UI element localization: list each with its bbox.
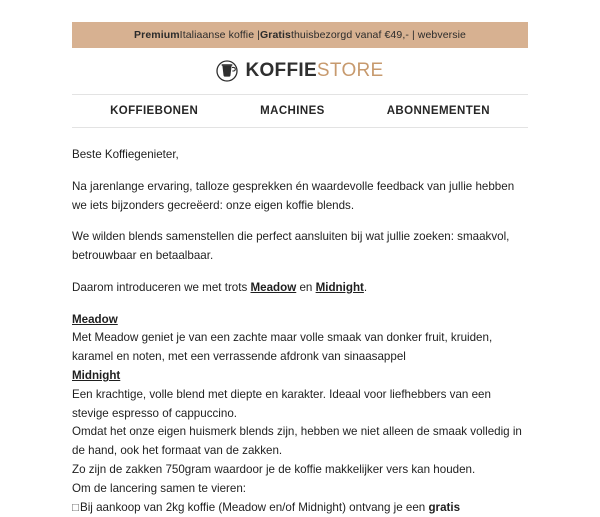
paragraph-housebrand: Omdat het onze eigen huismerk blends zijn, hebben we niet alleen de smaak volledig in de hand, ook het formaat van de zakken. (72, 423, 528, 461)
paragraph-bagsize: Zo zijn de zakken 750gram waardoor je de koffie makkelijker vers kan houden. (72, 461, 528, 480)
logo-text-koffie: KOFFIE (245, 60, 316, 81)
introducing-post: . (364, 281, 367, 294)
heading-midnight: Midnight (72, 367, 528, 386)
blend-name-midnight: Midnight (316, 281, 364, 294)
greeting-text: Beste Koffiegenieter, (72, 146, 528, 165)
description-meadow: Met Meadow geniet je van een zachte maar volle smaak van donker fruit, kruiden, karamel en noten, met een verrassende afdronk van sinaasappel (72, 329, 528, 367)
main-navigation (72, 94, 528, 128)
paragraph-introducing (72, 279, 528, 298)
promo-text-1: Italiaanse koffie | (180, 29, 260, 41)
introducing-mid: en (296, 281, 315, 294)
email-body (72, 128, 528, 517)
nav-item-machines[interactable]: MACHINES (260, 105, 325, 117)
bullet-item-offer (72, 499, 528, 517)
nav-item-koffiebonen[interactable]: KOFFIEBONEN (110, 105, 198, 117)
bullet-text: Bij aankoop van 2kg koffie (Meadow en/of Midnight) ontvang je een (80, 501, 428, 514)
blend-name-meadow: Meadow (251, 281, 297, 294)
promo-bold-gratis: Gratis (260, 29, 291, 41)
top-spacer (0, 0, 600, 22)
promo-banner (72, 22, 528, 48)
bullet-text-bold: gratis (428, 501, 460, 514)
paragraph-launch-intro: Om de lancering samen te vieren: (72, 480, 528, 499)
bullet-marker-icon: □ (72, 499, 80, 517)
introducing-pre: Daarom introduceren we met trots (72, 281, 251, 294)
logo[interactable] (72, 48, 528, 94)
description-midnight: Een krachtige, volle blend met diepte en karakter. Ideaal voor liefhebbers van een stevige espresso of cappuccino. (72, 386, 528, 424)
coffee-cup-icon (216, 58, 238, 84)
paragraph-intro: Na jarenlange ervaring, talloze gesprekken én waardevolle feedback van jullie hebben we iets bijzonders gecreëerd: onze eigen koffie blends. (72, 178, 528, 216)
logo-text-store: STORE (317, 60, 384, 81)
paragraph-blends-goal: We wilden blends samenstellen die perfect aansluiten bij wat jullie zoeken: smaakvol, betrouwbaar en betaalbaar. (72, 228, 528, 266)
heading-meadow: Meadow (72, 311, 528, 330)
promo-text-2: thuisbezorgd vanaf €49,- | webversie (291, 29, 466, 41)
logo-text (245, 60, 383, 82)
nav-item-abonnementen[interactable]: ABONNEMENTEN (387, 105, 490, 117)
promo-bold-premium: Premium (134, 29, 180, 41)
